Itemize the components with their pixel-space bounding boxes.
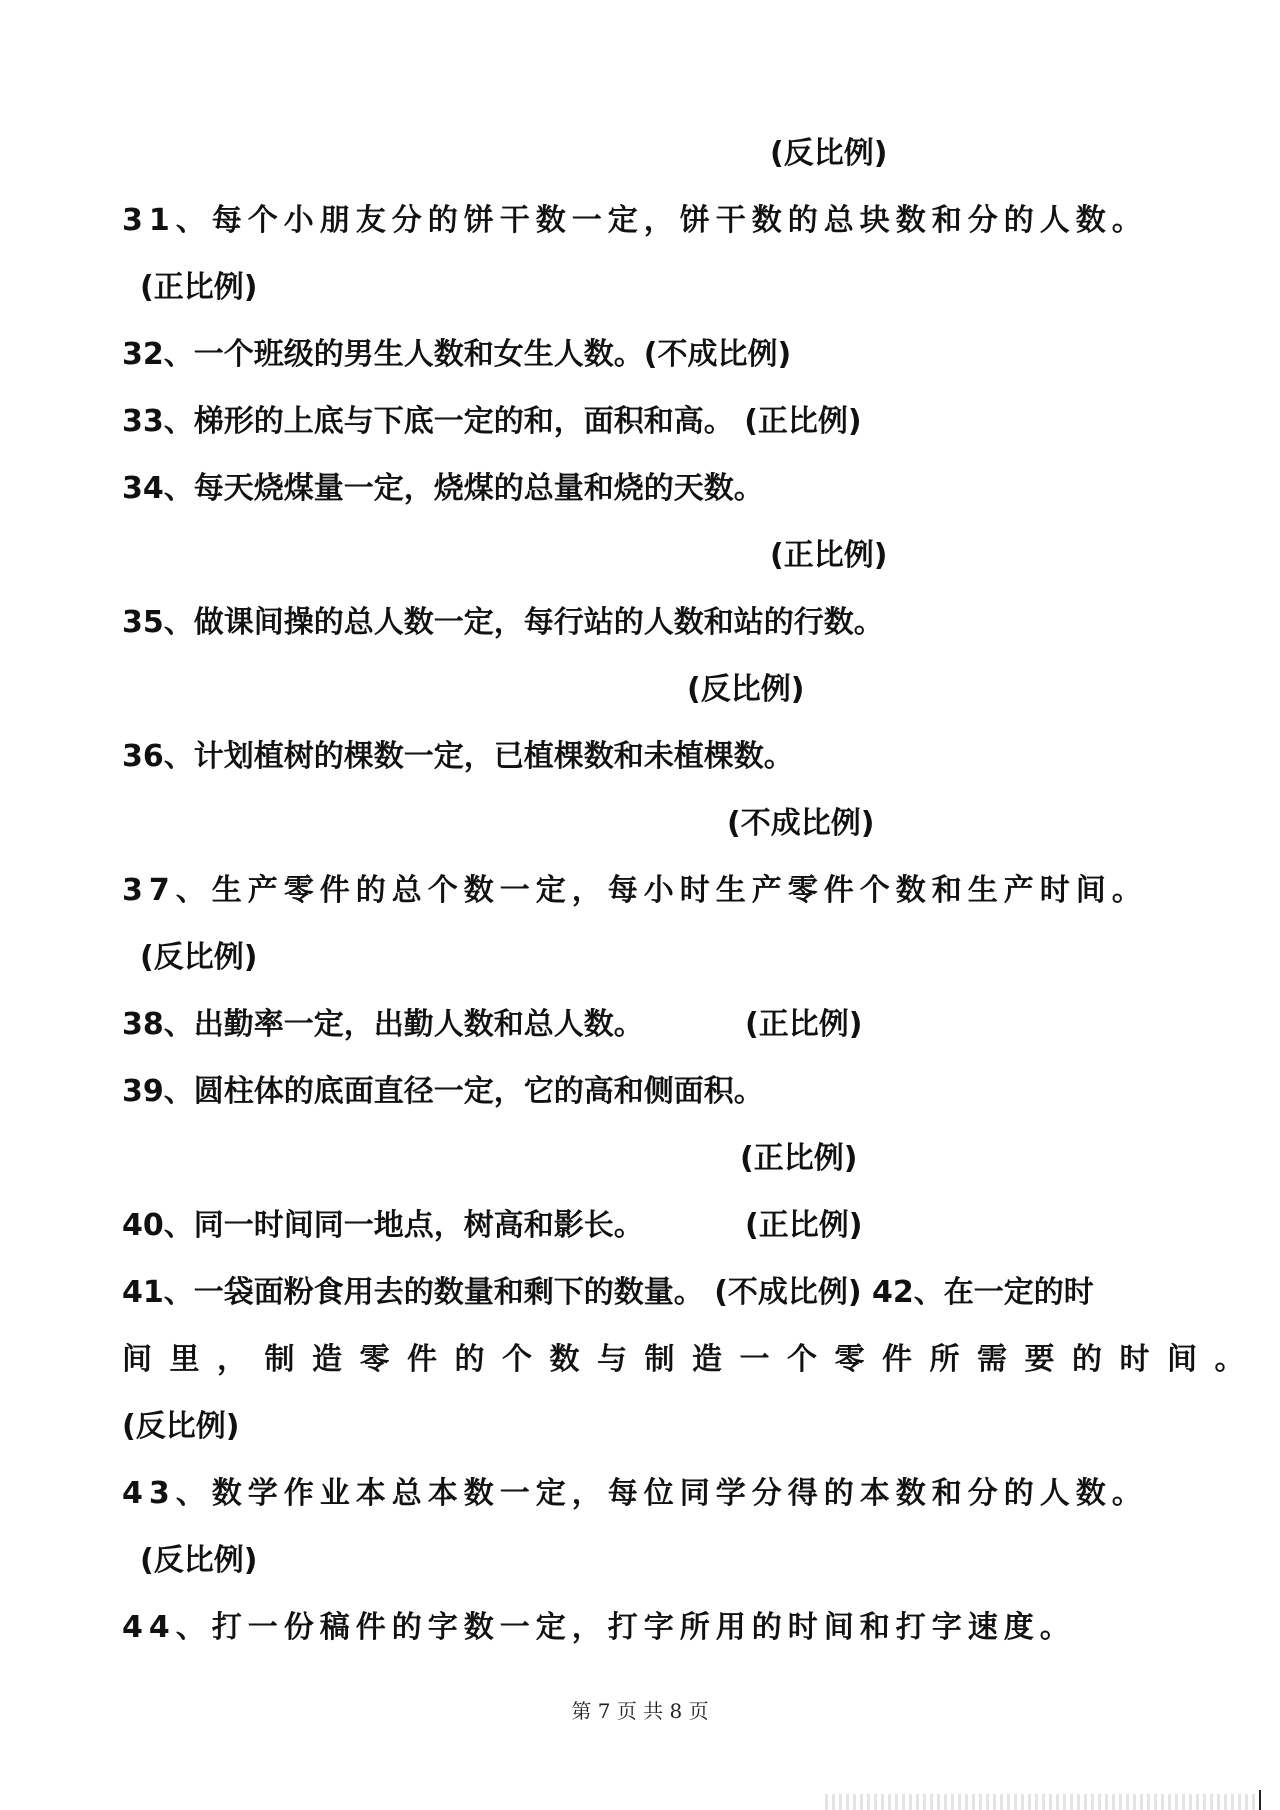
question-35: 35、做课间操的总人数一定，每行站的人数和站的行数。 xyxy=(122,605,884,640)
answer-31: (正比例) xyxy=(140,270,258,305)
question-39: 39、圆柱体的底面直径一定，它的高和侧面积。 xyxy=(122,1074,764,1109)
scan-artifact-strip xyxy=(825,1794,1255,1810)
answer-42: (反比例) xyxy=(122,1409,240,1444)
answer-39: (正比例) xyxy=(740,1141,858,1176)
question-37: 37、生产零件的总个数一定，每小时生产零件个数和生产时间。 xyxy=(122,873,1148,908)
answer-43: (反比例) xyxy=(140,1543,258,1578)
answer-37: (反比例) xyxy=(140,940,258,975)
page-number-footer: 第 7 页 共 8 页 xyxy=(571,1699,709,1723)
answer-34: (正比例) xyxy=(770,538,888,573)
question-32: 32、一个班级的男生人数和女生人数。(不成比例) xyxy=(122,337,792,372)
question-43: 43、数学作业本总本数一定，每位同学分得的本数和分的人数。 xyxy=(122,1476,1148,1511)
question-38: 38、出勤率一定，出勤人数和总人数。 xyxy=(122,1007,644,1042)
question-34: 34、每天烧煤量一定，烧煤的总量和烧的天数。 xyxy=(122,471,764,506)
scan-edge-mark xyxy=(1259,1790,1261,1810)
question-31: 31、每个小朋友分的饼干数一定，饼干数的总块数和分的人数。 xyxy=(122,203,1148,238)
question-44: 44、打一份稿件的字数一定，打字所用的时间和打字速度。 xyxy=(122,1610,1076,1645)
answer-35: (反比例) xyxy=(687,672,805,707)
question-36: 36、计划植树的棵数一定，已植棵数和未植棵数。 xyxy=(122,739,794,774)
answer-40: (正比例) xyxy=(745,1208,863,1243)
question-41-42: 41、一袋面粉食用去的数量和剩下的数量。 (不成比例) 42、在一定的时 xyxy=(122,1275,1094,1310)
question-33: 33、梯形的上底与下底一定的和，面积和高。 (正比例) xyxy=(122,404,862,439)
answer-38: (正比例) xyxy=(745,1007,863,1042)
answer-36: (不成比例) xyxy=(727,806,875,841)
question-40: 40、同一时间同一地点，树高和影长。 xyxy=(122,1208,644,1243)
question-42-continued: 间里，制造零件的个数与制造一个零件所需要的时间。 xyxy=(122,1342,1262,1377)
answer-30: (反比例) xyxy=(770,136,888,171)
